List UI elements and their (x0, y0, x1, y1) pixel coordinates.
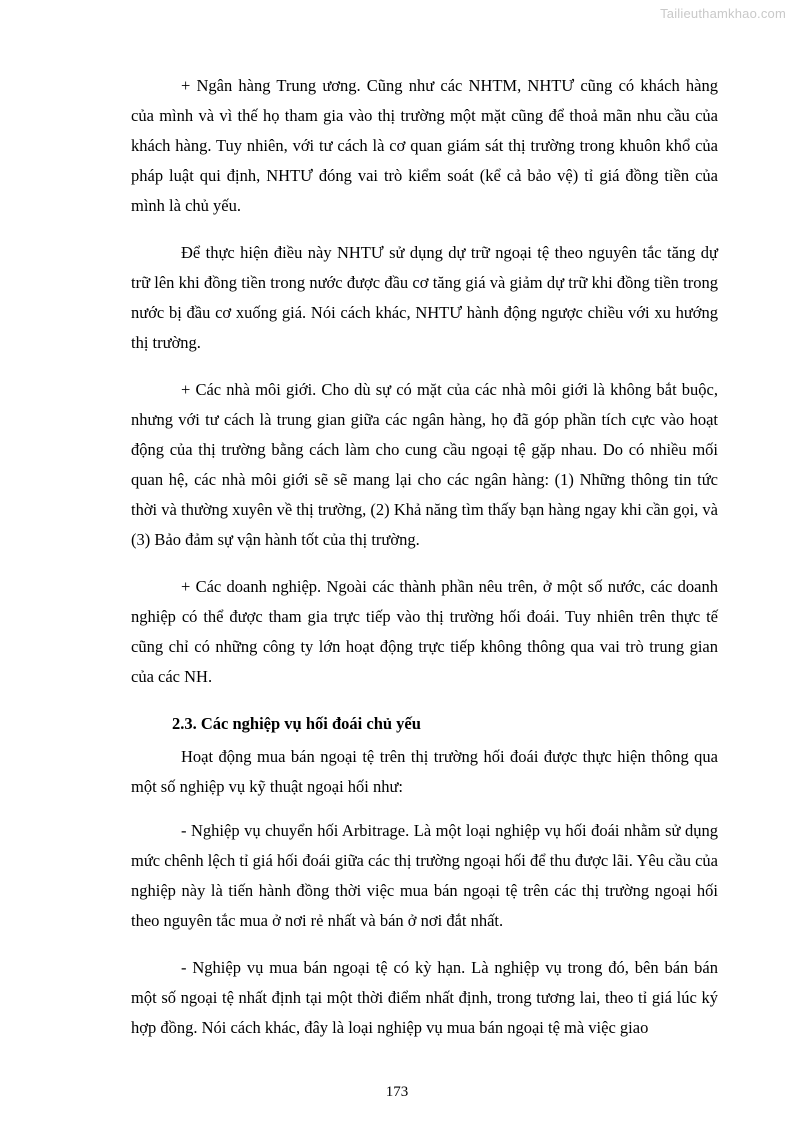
site-watermark: Tailieuthamkhao.com (660, 6, 786, 21)
paragraph-central-bank: + Ngân hàng Trung ương. Cũng như các NHTM, NHTƯ cũng có khách hàng của mình và vì thế họ tham gia vào thị trường một mặt cũng để thoả mãn nhu cầu của khách hàng. Tuy nhiên, với tư cách là cơ quan giám sát thị trường trong khuôn khổ của pháp luật qui định, NHTƯ đóng vai trò kiểm soát (kể cả bảo vệ) tỉ giá đồng tiền của mình là chủ yếu. (131, 76, 718, 215)
paragraph-reserves: Để thực hiện điều này NHTƯ sử dụng dự trữ ngoại tệ theo nguyên tắc tăng dự trữ lên khi đồng tiền trong nước được đầu cơ tăng giá và giảm dự trữ khi đồng tiền trong nước bị đầu cơ xuống giá. Nói cách khác, NHTƯ hành động ngược chiều với xu hướng thị trường. (131, 243, 718, 352)
paragraph-forward: - Nghiệp vụ mua bán ngoại tệ có kỳ hạn. Là nghiệp vụ trong đó, bên bán bán một số ngoại tệ nhất định tại một thời điểm nhất định, trong tương lai, theo tỉ giá lúc ký hợp đồng. Nói cách khác, đây là loại nghiệp vụ mua bán ngoại tệ mà việc giao (131, 958, 718, 1037)
page-body (131, 71, 718, 1060)
section-heading: 2.3. Các nghiệp vụ hối đoái chủ yếu (172, 714, 421, 733)
page-number: 173 (385, 1084, 409, 1100)
paragraph-intro-operations: Hoạt động mua bán ngoại tệ trên thị trường hối đoái được thực hiện thông qua một số nghiệp vụ kỹ thuật ngoại hối như: (131, 747, 718, 796)
paragraph-brokers: + Các nhà môi giới. Cho dù sự có mặt của các nhà môi giới là không bắt buộc, nhưng với tư cách là trung gian giữa các ngân hàng, họ đã góp phần tích cực vào hoạt động của thị trường bằng cách làm cho cung cầu ngoại tệ gặp nhau. Do có nhiều mối quan hệ, các nhà môi giới sẽ sẽ mang lại cho các ngân hàng: (1) Những thông tin tức thời và thường xuyên về thị trường, (2) Khả năng tìm thấy bạn hàng ngay khi cần gọi, và (3) Bảo đảm sự vận hành tốt của thị trường. (131, 380, 718, 549)
paragraph-enterprises: + Các doanh nghiệp. Ngoài các thành phần nêu trên, ở một số nước, các doanh nghiệp có thể được tham gia trực tiếp vào thị trường hối đoái. Tuy nhiên trên thực tế cũng chỉ có những công ty lớn hoạt động trực tiếp không thông qua vai trò trung gian của các NH. (131, 577, 718, 686)
paragraph-arbitrage: - Nghiệp vụ chuyển hối Arbitrage. Là một loại nghiệp vụ hối đoái nhằm sử dụng mức chênh lệch tỉ giá hối đoái giữa các thị trường ngoại hối để thu được lãi. Yêu cầu của nghiệp này là tiến hành đồng thời việc mua bán ngoại tệ trên các thị trường ngoại hối theo nguyên tắc mua ở nơi rẻ nhất và bán ở nơi đắt nhất. (131, 821, 718, 930)
